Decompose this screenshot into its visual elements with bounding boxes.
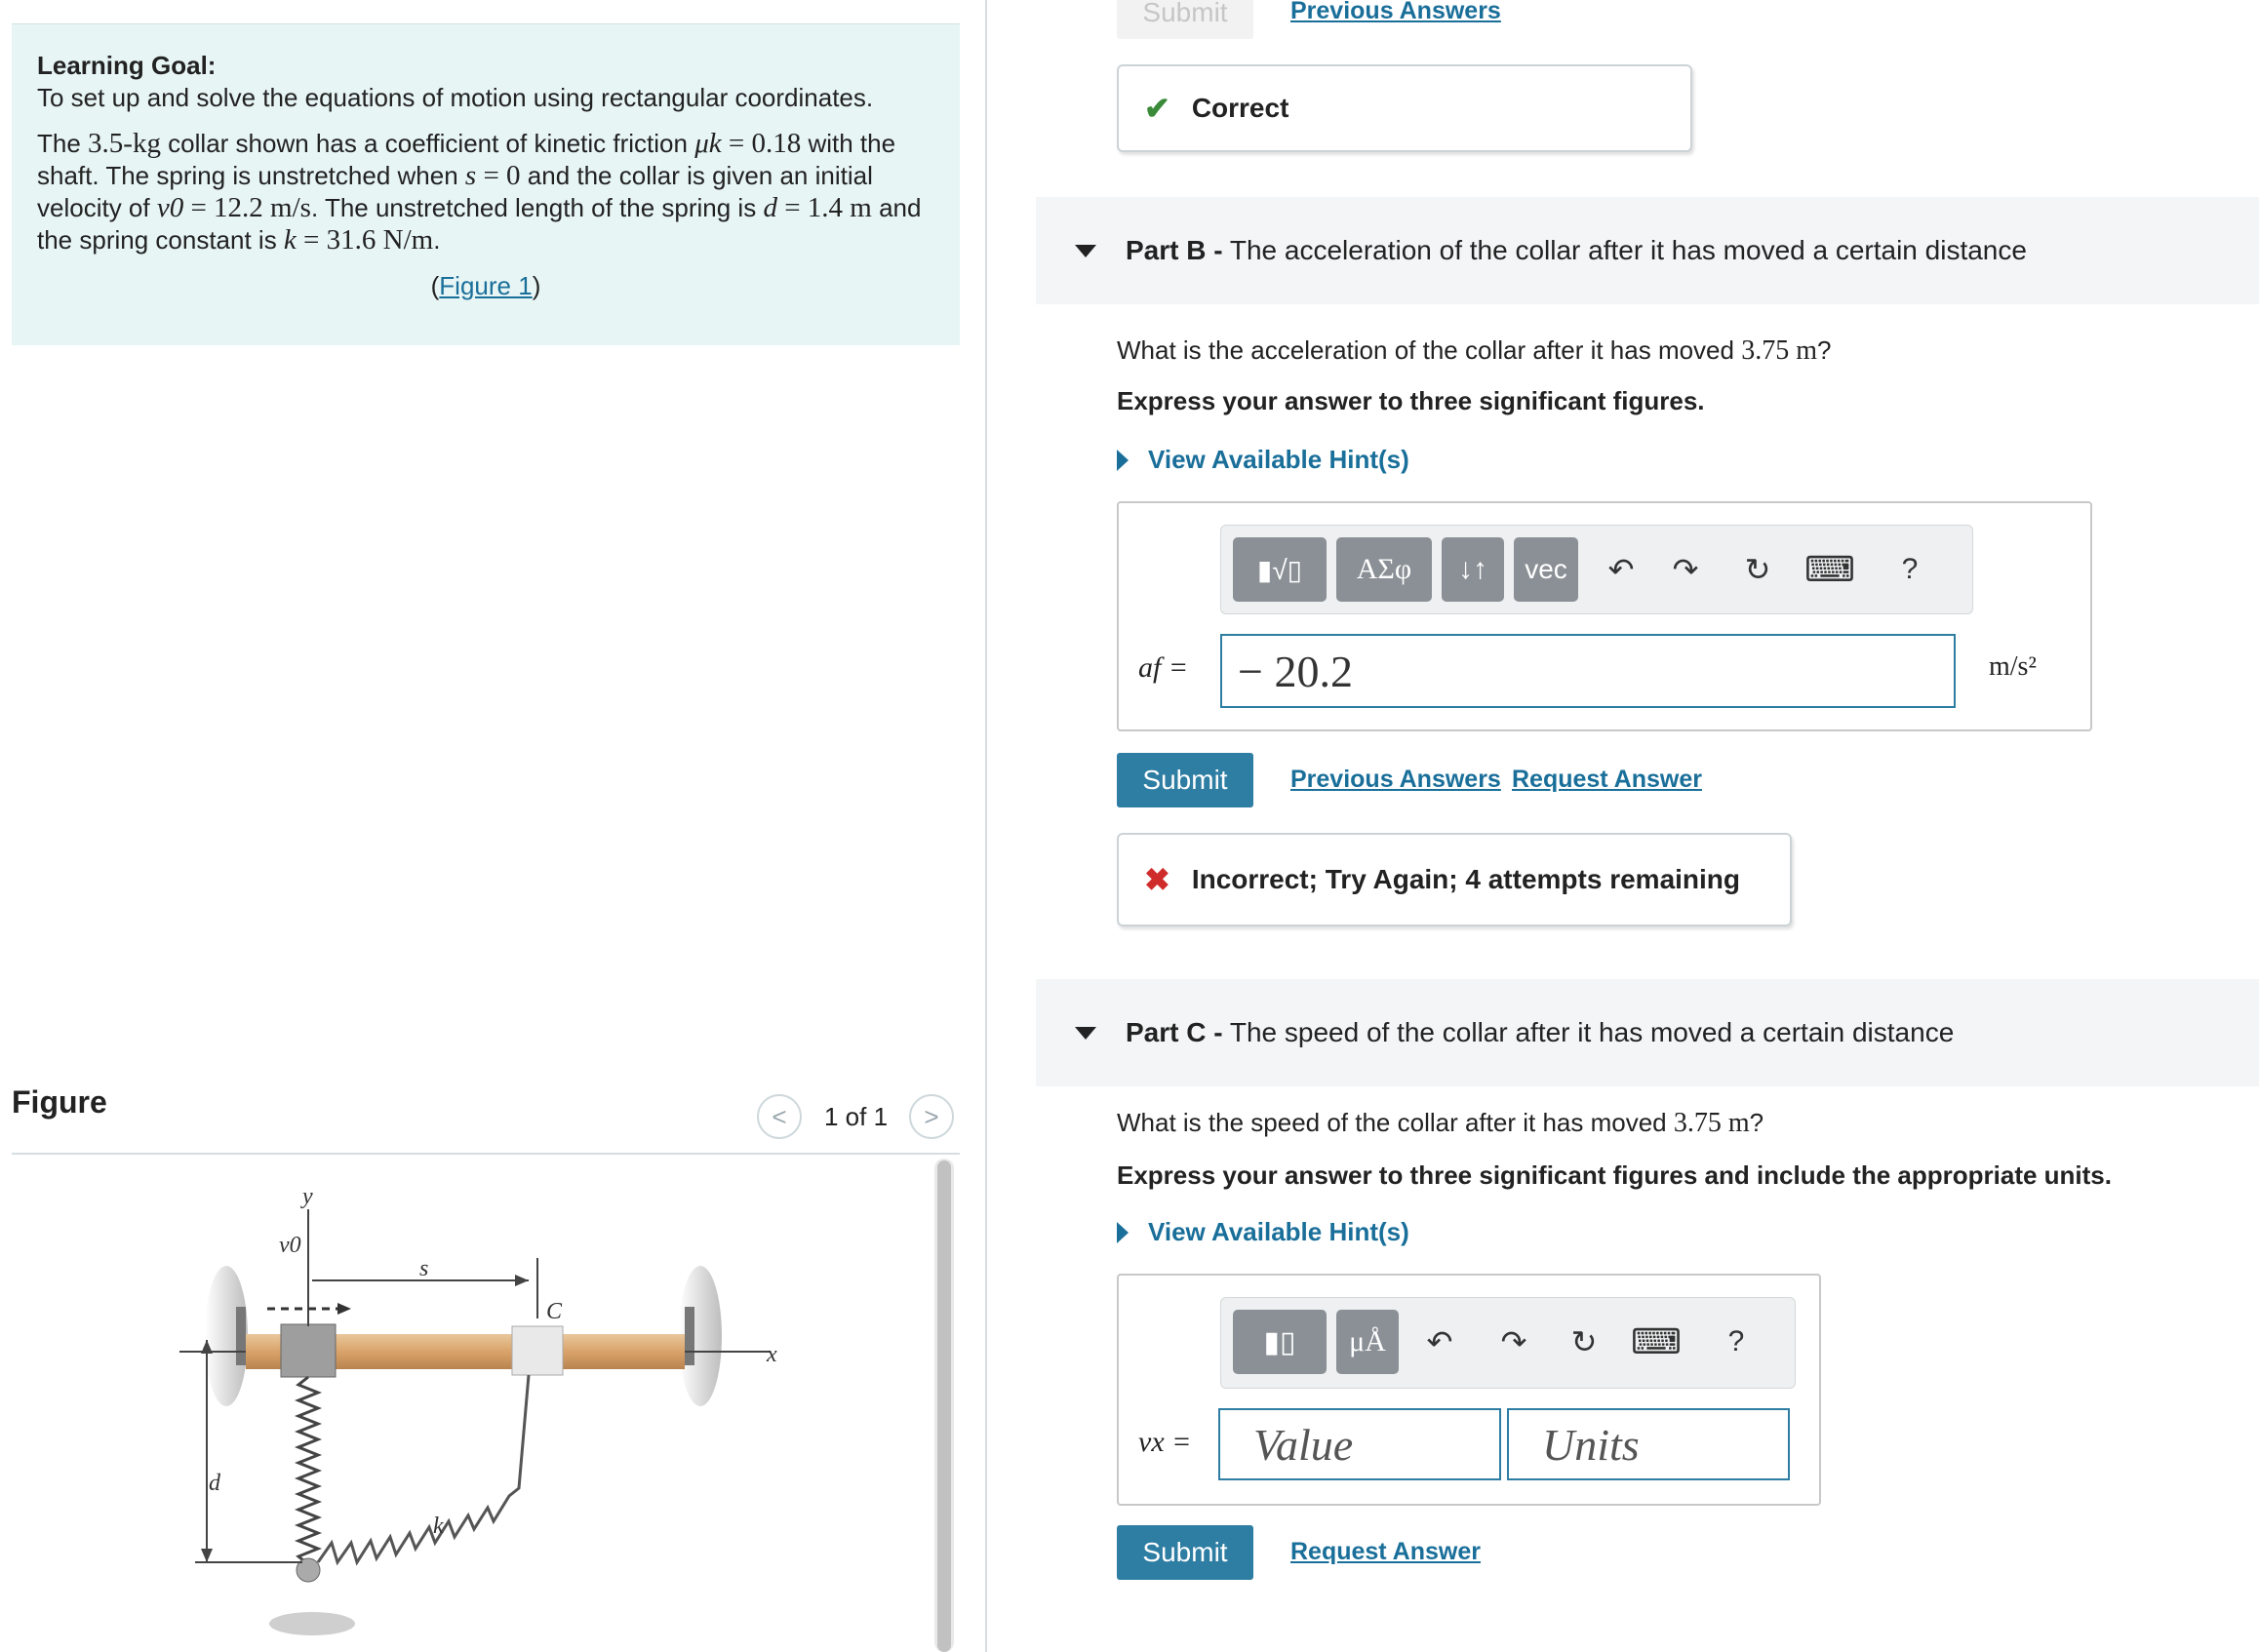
part-a-feedback	[1117, 64, 1692, 152]
y-label: y	[302, 1184, 313, 1209]
part-b-question	[1117, 335, 1831, 367]
part-b-unit-label: m/s²	[1989, 651, 2037, 682]
reset-icon[interactable]: ↻	[1570, 1324, 1598, 1359]
part-c-variable-label: vx =	[1138, 1426, 1192, 1458]
learning-goal-box	[12, 23, 960, 345]
learning-goal-title: Learning Goal:	[37, 51, 217, 80]
hint-label: View Available Hint(s)	[1148, 445, 1409, 474]
keyboard-icon[interactable]: ⌨	[1631, 1321, 1682, 1361]
part-c-request-answer-link[interactable]: Request Answer	[1290, 1538, 1481, 1565]
d-label: d	[209, 1471, 220, 1496]
collar-c	[512, 1326, 563, 1375]
s-label: s	[419, 1256, 429, 1281]
figure-link-wrap	[37, 270, 934, 302]
diagonal-spring	[318, 1375, 529, 1562]
part-c-question	[1117, 1108, 1764, 1139]
answer-pane	[987, 0, 2259, 1652]
figure-separator	[12, 1153, 960, 1155]
hint-label: View Available Hint(s)	[1148, 1217, 1409, 1246]
problem-statement	[37, 128, 934, 256]
keyboard-icon[interactable]: ⌨	[1804, 549, 1855, 589]
feedback-text: Correct	[1191, 93, 1289, 123]
paren: )	[532, 271, 541, 300]
problem-text: with the shaft. The spring is unstretched when	[37, 129, 896, 190]
s-symbol: s	[464, 160, 477, 191]
question-text: What is the speed of the collar after it has moved	[1117, 1108, 1674, 1137]
part-b-feedback	[1117, 833, 1792, 926]
v0-symbol: v0	[156, 192, 184, 223]
x-mark-icon: ✖	[1144, 862, 1170, 897]
c-label: C	[546, 1299, 563, 1324]
part-c-instruction: Express your answer to three significant figures and include the appropriate units.	[1117, 1160, 2112, 1190]
mu-value: = 0.18	[721, 128, 802, 159]
part-c-hint-toggle[interactable]	[1117, 1217, 1409, 1247]
part-c-submit-button[interactable]: Submit	[1117, 1525, 1253, 1580]
part-b-header[interactable]	[1036, 197, 2259, 304]
help-icon[interactable]: ?	[1901, 553, 1919, 585]
collapse-triangle-icon[interactable]	[1075, 245, 1096, 257]
previous-figure-button[interactable]	[757, 1094, 802, 1139]
part-c-title: The speed of the collar after it has moved a certain distance	[1222, 1017, 1955, 1047]
part-b-variable-label: af =	[1138, 651, 1189, 684]
part-b-math-toolbar	[1220, 525, 1973, 614]
distance-value: 3.75 m	[1673, 1108, 1750, 1138]
problem-text: and the collar is given an initial velocity of	[37, 161, 873, 222]
k-value: = 31.6 N/m	[296, 224, 434, 256]
problem-text: .	[433, 225, 441, 255]
d-arrow-bottom	[201, 1549, 213, 1562]
mu-symbol: μk	[694, 128, 722, 159]
problem-text: and the spring constant is	[37, 193, 922, 255]
part-b-label: Part B -	[1126, 235, 1223, 265]
problem-pane	[0, 0, 985, 1652]
v0-arrowhead	[337, 1303, 351, 1315]
x-label: x	[767, 1342, 777, 1367]
k-label: k	[433, 1514, 444, 1539]
paren: (	[430, 271, 440, 300]
templates-button[interactable]: ▮√▯	[1233, 537, 1327, 602]
figure-link[interactable]: Figure 1	[439, 271, 533, 300]
part-b-answer-box	[1117, 501, 2092, 731]
part-a-previous-answers-link[interactable]: Previous Answers	[1290, 0, 1501, 24]
figure-heading: Figure	[12, 1084, 107, 1120]
vector-button[interactable]: vec	[1514, 537, 1578, 602]
next-figure-button[interactable]	[909, 1094, 954, 1139]
d-symbol: d	[763, 192, 777, 223]
v0-label: v0	[279, 1233, 301, 1258]
part-b-previous-answers-link[interactable]: Previous Answers	[1290, 766, 1501, 793]
learning-goal-text: To set up and solve the equations of motion using rectangular coordinates.	[37, 83, 874, 112]
chevron-right-icon: >	[924, 1101, 939, 1131]
part-b-instruction: Express your answer to three significant figures.	[1117, 386, 1705, 415]
v0-value: = 12.2 m/s	[183, 192, 311, 223]
undo-icon[interactable]: ↶	[1607, 552, 1635, 587]
part-c-label: Part C -	[1126, 1017, 1223, 1047]
problem-text: The	[37, 129, 89, 158]
figure-scrollbar[interactable]	[937, 1160, 951, 1652]
left-bracket	[236, 1307, 246, 1365]
problem-text: . The unstretched length of the spring is	[310, 193, 764, 222]
chevron-left-icon: <	[772, 1101, 787, 1131]
expand-triangle-icon	[1117, 450, 1129, 471]
part-c-answer-box	[1117, 1274, 1821, 1506]
question-text: ?	[1749, 1108, 1764, 1137]
expand-triangle-icon	[1117, 1222, 1129, 1243]
collar-spring-figure	[146, 1180, 790, 1652]
reset-icon[interactable]: ↻	[1744, 552, 1771, 587]
check-icon: ✔	[1144, 91, 1170, 126]
k-symbol: k	[283, 224, 297, 256]
d-value: = 1.4 m	[776, 192, 872, 223]
arrows-button[interactable]: ↓↑	[1442, 537, 1504, 602]
part-b-answer-input[interactable]: − 20.2	[1220, 634, 1956, 708]
question-text: ?	[1816, 335, 1832, 365]
part-c-header[interactable]	[1036, 979, 2259, 1086]
question-text: What is the acceleration of the collar after it has moved	[1117, 335, 1742, 365]
value-input[interactable]: Value	[1218, 1408, 1501, 1480]
feedback-text: Incorrect; Try Again; 4 attempts remaining	[1191, 864, 1741, 894]
right-bracket	[685, 1307, 694, 1365]
units-button[interactable]: μÅ	[1336, 1310, 1399, 1374]
templates-button[interactable]: ▮▯	[1233, 1310, 1327, 1374]
s-arrowhead	[515, 1275, 529, 1286]
part-b-hint-toggle[interactable]	[1117, 445, 1409, 475]
distance-value: 3.75 m	[1741, 335, 1817, 366]
mass-value: 3.5-kg	[88, 128, 161, 159]
undo-icon[interactable]: ↶	[1426, 1324, 1453, 1359]
vertical-spring	[298, 1377, 318, 1564]
origin-collar	[281, 1324, 336, 1377]
part-b-submit-button[interactable]: Submit	[1117, 753, 1253, 807]
s-value: = 0	[476, 160, 521, 191]
base	[269, 1612, 355, 1635]
figure-pager: 1 of 1	[824, 1102, 889, 1131]
redo-icon[interactable]: ↷	[1672, 552, 1699, 587]
part-a-submit-button[interactable]: Submit	[1117, 0, 1253, 39]
units-input[interactable]: Units	[1507, 1408, 1790, 1480]
greek-button[interactable]: ΑΣφ	[1336, 537, 1432, 602]
part-b-title: The acceleration of the collar after it has moved a certain distance	[1222, 235, 2027, 265]
help-icon[interactable]: ?	[1727, 1325, 1745, 1357]
part-b-request-answer-link[interactable]: Request Answer	[1512, 766, 1702, 793]
part-c-math-toolbar	[1220, 1297, 1796, 1389]
problem-text: collar shown has a coefficient of kinetic friction	[160, 129, 695, 158]
collapse-triangle-icon[interactable]	[1075, 1027, 1096, 1040]
redo-icon[interactable]: ↷	[1500, 1324, 1527, 1359]
